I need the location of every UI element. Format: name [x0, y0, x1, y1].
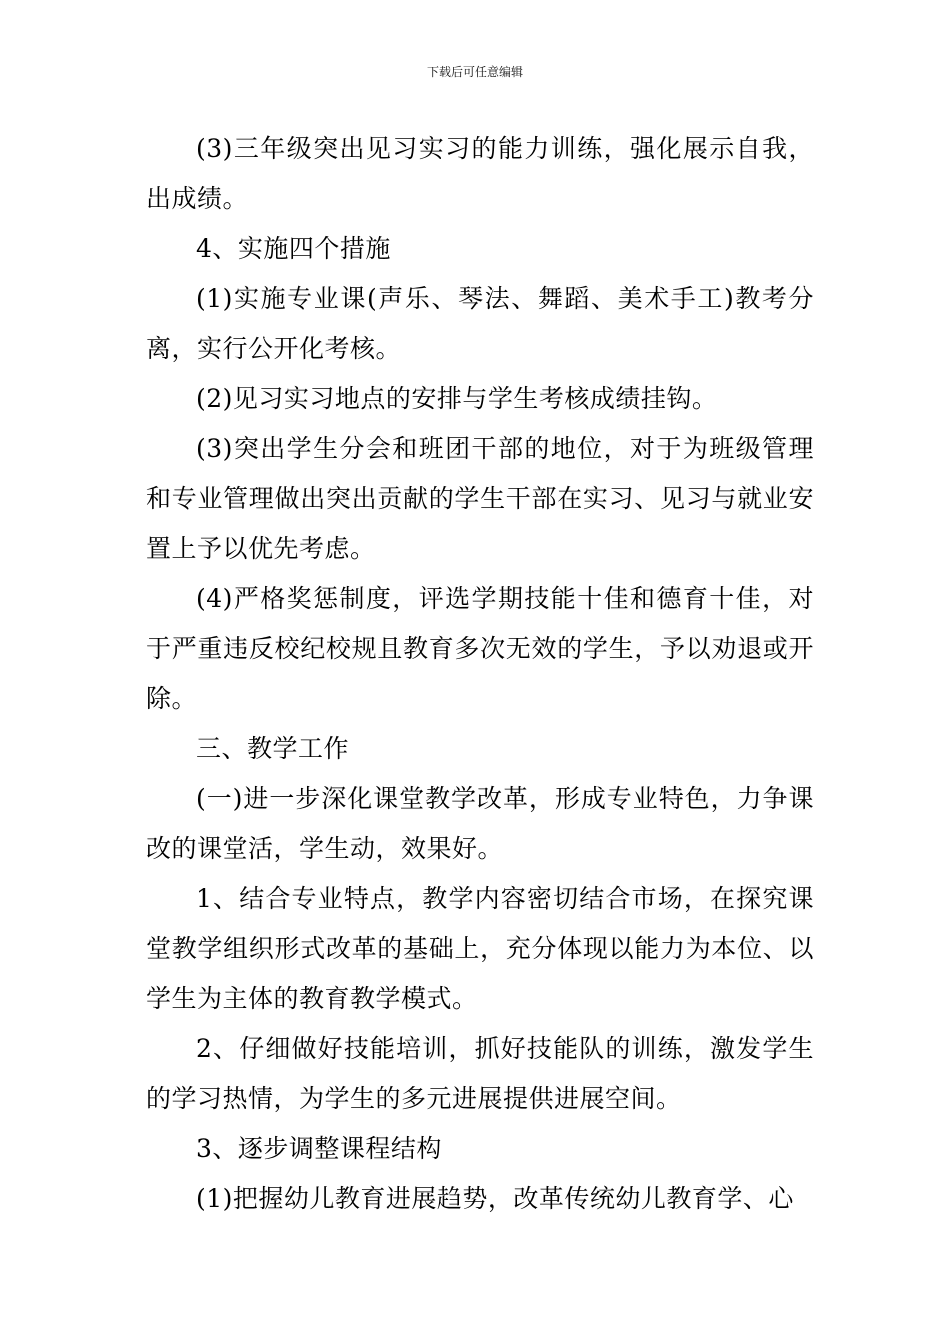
paragraph: 4、实施四个措施: [196, 234, 391, 263]
section-heading: 三、教学工作: [196, 734, 350, 763]
paragraph: (1)实施专业课(声乐、琴法、舞蹈、美术手工)教考分离，实行公开化考核。: [146, 284, 814, 363]
paragraph: (1)把握幼儿教育进展趋势，改革传统幼儿教育学、心: [196, 1184, 794, 1213]
paragraph: (4)严格奖惩制度，评选学期技能十佳和德育十佳，对于严重违反校纪校规且教育多次无效的学生，予以劝退或开除。: [146, 584, 814, 713]
document-body: [146, 124, 814, 1224]
page-header: 下载后可任意编辑: [426, 65, 523, 79]
paragraph: 1、结合专业特点，教学内容密切结合市场，在探究课堂教学组织形式改革的基础上，充分体现以能力为本位、以学生为主体的教育教学模式。: [146, 884, 814, 1013]
paragraph: (一)进一步深化课堂教学改革，形成专业特色，力争课改的课堂活，学生动，效果好。: [146, 784, 814, 863]
paragraph: (2)见习实习地点的安排与学生考核成绩挂钩。: [196, 384, 718, 413]
paragraph: 3、逐步调整课程结构: [196, 1134, 442, 1163]
paragraph: (3)三年级突出见习实习的能力训练，强化展示自我，出成绩。: [146, 134, 814, 213]
paragraph: 2、仔细做好技能培训，抓好技能队的训练，激发学生的学习热情，为学生的多元进展提供进展空间。: [146, 1034, 814, 1113]
paragraph: (3)突出学生分会和班团干部的地位，对于为班级管理和专业管理做出突出贡献的学生干部在实习、见习与就业安置上予以优先考虑。: [146, 434, 814, 563]
